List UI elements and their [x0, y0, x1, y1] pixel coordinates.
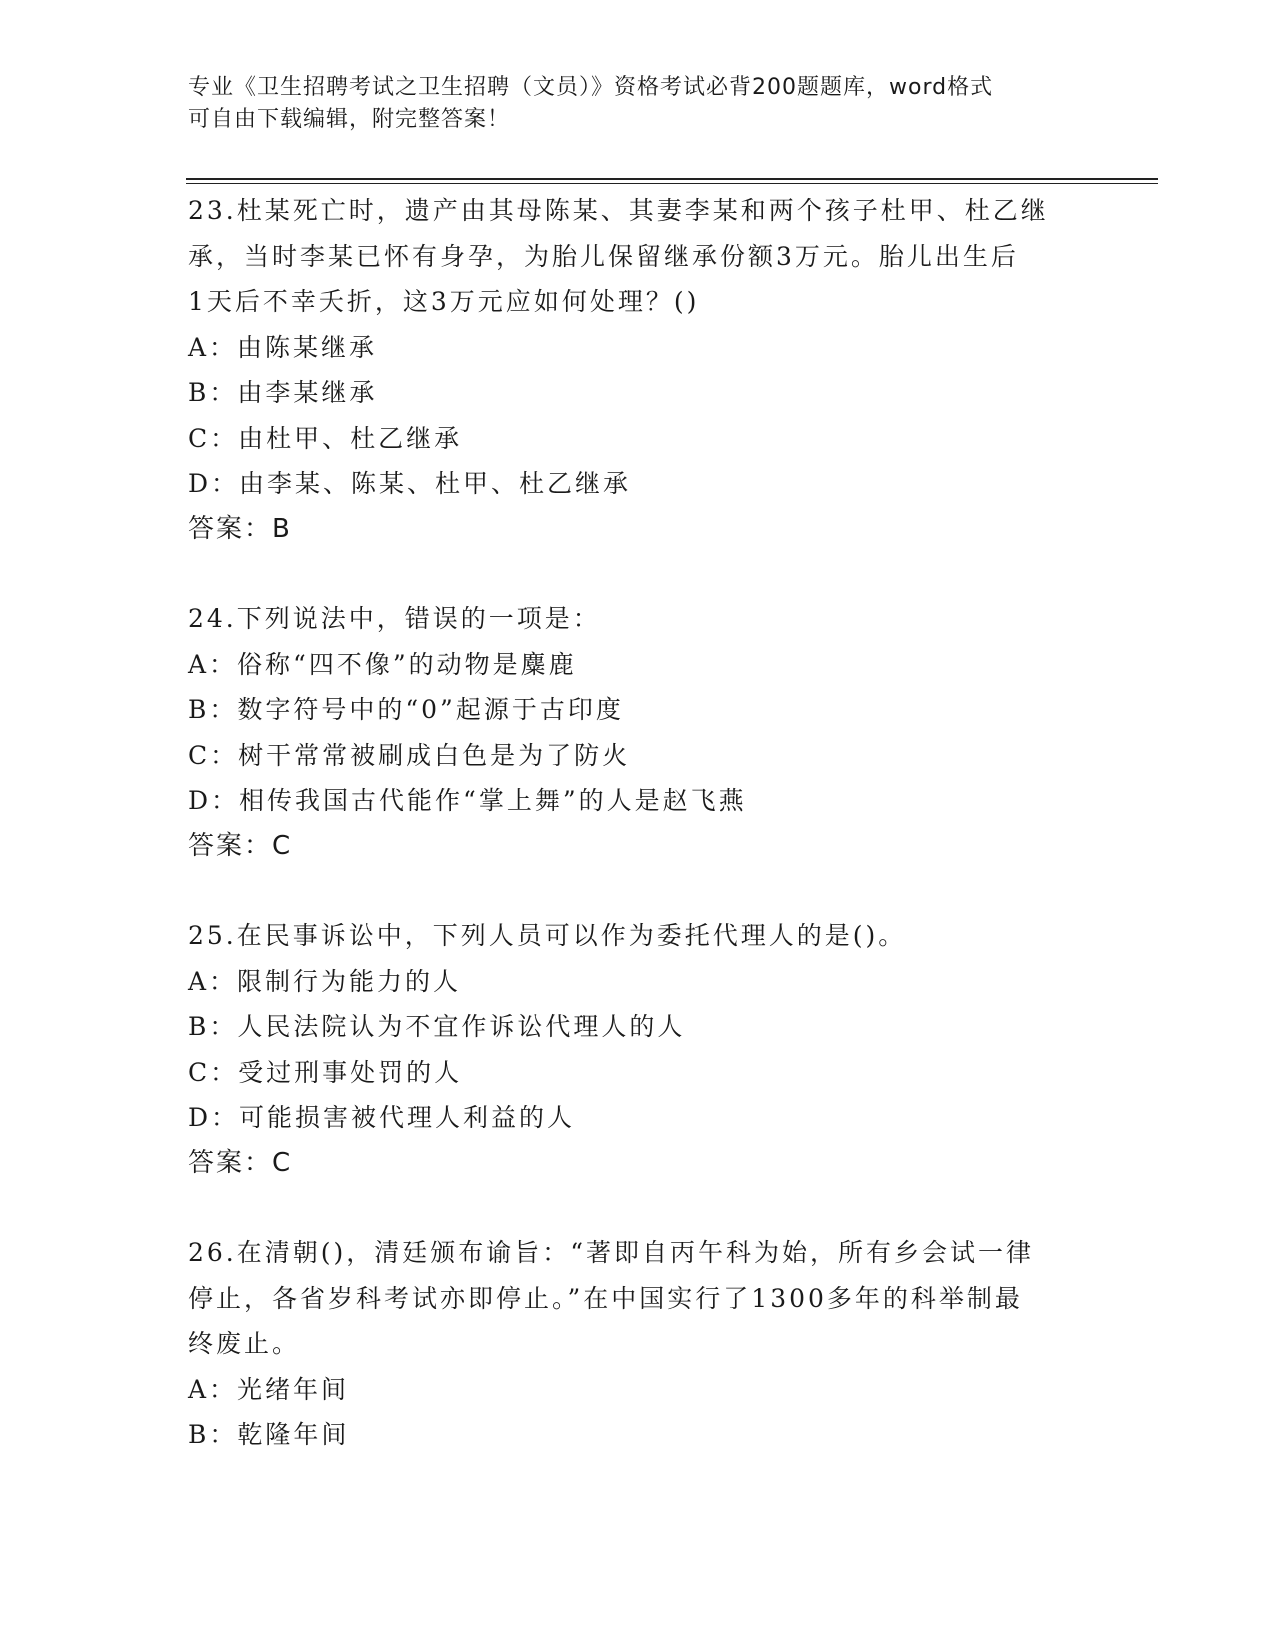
option-d: D：由李某、陈某、杜甲、杜乙继承 — [188, 469, 632, 498]
option-b: B：由李某继承 — [188, 378, 378, 407]
option-d: D：可能损害被代理人利益的人 — [188, 1103, 576, 1132]
question-stem-line: 停止，各省岁科考试亦即停止。”在中国实行了1300多年的科举制最 — [188, 1283, 1023, 1313]
question-25 — [188, 913, 1088, 1186]
question-stem-line: 23.杜某死亡时，遗产由其母陈某、其妻李某和两个孩子杜甲、杜乙继 — [188, 196, 1049, 225]
question-stem-line: 终废止。 — [188, 1329, 301, 1358]
answer-line: 答案：B — [188, 513, 292, 544]
header-title-line-1: 专业《卫生招聘考试之卫生招聘（文员）》资格考试必背200题题库，word格式 — [188, 75, 994, 100]
question-stem-line: 25.在民事诉讼中，下列人员可以作为委托代理人的是()。 — [188, 921, 907, 950]
header-title-line-2: 可自由下载编辑，附完整答案！ — [188, 107, 511, 132]
option-a: A：由陈某继承 — [188, 332, 378, 362]
answer-line: 答案：C — [188, 1147, 293, 1178]
option-c: C：树干常常被刷成白色是为了防火 — [188, 740, 631, 770]
option-a: A：限制行为能力的人 — [188, 966, 462, 996]
question-26 — [188, 1230, 1088, 1458]
header-divider — [186, 178, 1158, 184]
question-stem-line: 24.下列说法中，错误的一项是： — [188, 604, 601, 633]
option-a: A：俗称“四不像”的动物是麋鹿 — [188, 649, 577, 679]
answer-line: 答案：C — [188, 830, 293, 861]
option-b: B：数字符号中的“0”起源于古印度 — [188, 695, 624, 724]
option-b: B：乾隆年间 — [188, 1420, 350, 1449]
question-23 — [188, 188, 1088, 552]
question-stem-line: 承，当时李某已怀有身孕，为胎儿保留继承份额3万元。胎儿出生后 — [188, 241, 1019, 271]
document-header — [188, 72, 1068, 136]
option-c: C：由杜甲、杜乙继承 — [188, 423, 463, 453]
question-stem-line: 26.在清朝()，清廷颁布谕旨：“著即自丙午科为始，所有乡会试一律 — [188, 1238, 1035, 1267]
option-d: D：相传我国古代能作“掌上舞”的人是赵飞燕 — [188, 786, 747, 815]
question-stem-line: 1天后不幸夭折，这3万元应如何处理？() — [188, 287, 700, 316]
option-b: B：人民法院认为不宜作诉讼代理人的人 — [188, 1012, 686, 1041]
question-24 — [188, 596, 1088, 869]
question-list — [188, 188, 1088, 1502]
option-a: A：光绪年间 — [188, 1374, 350, 1404]
option-c: C：受过刑事处罚的人 — [188, 1057, 463, 1087]
